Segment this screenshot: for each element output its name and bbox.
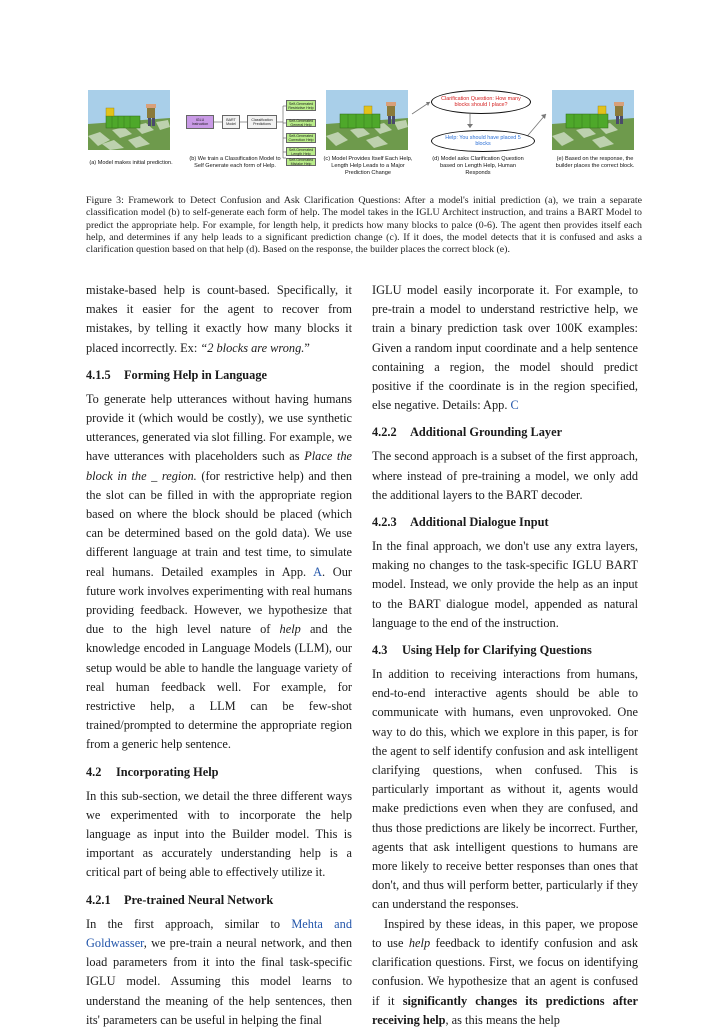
subcaption-b: (b) We train a Classification Model to Self Generate each form of Help.: [189, 156, 281, 169]
emphasis: help: [279, 622, 301, 637]
caption-text: Framework to Detect Confusion and Ask Clarification Questions: After a model's initial prediction (a), we train a separate classification model (b) to self-generate each form of help. The model takes in the IGLU Architect instruction, and trains a BART Model to predict the appropriate help. For example, for length help, it predicts how many blocks to palce (0-6). The agent then provides itself each help, and determines if any help leads to a significant prediction change (c). If it does, the model detects that it is confused and asks a clarification question based on that help (d). Based on the response, the builder places the correct block (e).: [86, 195, 642, 256]
citation-link[interactable]: Mehta and Goldwasser: [86, 916, 352, 950]
left-column: [86, 281, 352, 1030]
section-title: Incorporating Help: [116, 764, 219, 779]
section-heading-4-2-3: [372, 514, 638, 531]
section-heading-4-2: [86, 764, 352, 781]
text-run: Inspired by these ideas, in this paper, we propose to use: [372, 916, 638, 950]
bart-model-box: BART Model: [222, 115, 240, 129]
text-run: , we pre-train a neural network, and then load parameters from it into the final task-specific IGLU model. Assuming this model learns to understand the meaning of the help sentences, then its' parameters can be useful in helping the final: [86, 935, 352, 1027]
scene-correct-block: [552, 90, 634, 150]
classification-predictions-box: Classification Predictions: [247, 115, 277, 129]
scene-self-help: [326, 90, 408, 150]
minecraft-scene-image: [552, 90, 634, 150]
section-number: 4.2.3: [372, 515, 397, 530]
section-number: 4.2.1: [86, 892, 111, 907]
mistake-help-box: Self-Generated Mistake Help: [286, 158, 316, 166]
text-run: In the first approach, similar to: [86, 916, 292, 931]
general-help-box: Self-Generated General Help: [286, 119, 316, 127]
restrictive-help-box: Self-Generated Restrictive Help: [286, 100, 316, 111]
paragraph: [86, 915, 352, 1030]
text-run: (for restrictive help) and then the slot can be filled in with the appropriate region based on where the block should be placed (which can be determined based on the gold data). We use different language at train and test time, to simulate real humans. Detailed examples in App.: [86, 468, 352, 579]
correction-help-box: Self-Generated Correction Help: [286, 133, 316, 143]
paragraph: The second approach is a subset of the first approach, where instead of pre-training a model, we only add the additional layers to the BART decoder.: [372, 449, 638, 502]
section-number: 4.3: [372, 643, 388, 658]
text-run: . Our future work involves experimenting with real humans providing feedback. However, we hypothesize that due to the high level nature of: [86, 564, 352, 637]
figure-caption: [86, 195, 642, 256]
appendix-a-link[interactable]: A: [313, 564, 323, 579]
text-run: mistake-based help is count-based. Specifically, it makes it easier for the agent to recover from mistakes, by telling it exactly how many blocks it placed incorrectly. Ex:: [86, 283, 352, 355]
section-title: Using Help for Clarifying Questions: [402, 643, 592, 658]
text-run: , as this means the help: [445, 1012, 560, 1027]
example-quote: “2 blocks are wrong.: [200, 340, 305, 355]
text-run: ”: [304, 340, 310, 355]
section-number: 4.2: [86, 764, 102, 779]
section-heading-4-1-5: [86, 367, 352, 384]
paragraph: In the final approach, we don't use any extra layers, making no changes to the task-specific IGLU BART model. Instead, we only provide the help as an input to the BART dialogue model, appended as natural language to the end of the instruction.: [372, 539, 638, 630]
section-title: Forming Help in Language: [124, 367, 267, 382]
text-run: To generate help utterances without having humans provide it (which would be costly), we use synthetic utterances, generated via slot filling. For example, we have utterances with placeholders such as: [86, 391, 352, 464]
caption-label: Figure 3:: [86, 195, 124, 206]
text-run: feedback to identify confusion and ask clarification questions. First, we focus on identifying confusion. We hypothesize that an agent is confused if it: [372, 935, 638, 1008]
length-help-box: Self-Generated Length Help: [286, 147, 316, 156]
help-response-bubble: Help: You should have placed 5 blocks: [431, 130, 535, 152]
emphasis: help: [408, 935, 431, 950]
paragraph: [372, 281, 638, 415]
text-run: and the knowledge encoded in Language Models (LLM), our setup would be able to handle the language variety of real human feedback well. For example, for restrictive help, a LLM can be few-shot trained/prompted to determine the appropriate region from a generic help sentence.: [86, 622, 352, 752]
section-title: Additional Dialogue Input: [410, 515, 549, 530]
figure-3: [86, 84, 642, 190]
subcaption-c: (c) Model Provides Itself Each Help, Length Help Leads to a Major Prediction Change: [323, 156, 413, 176]
section-title: Pre-trained Neural Network: [124, 892, 274, 907]
subcaption-d: (d) Model asks Clarification Question based on Length Help, Human Responds: [432, 156, 524, 176]
clarification-question-bubble: Clarification Question: How many blocks should I place?: [431, 90, 531, 114]
subcaption-a: (a) Model makes initial prediction.: [89, 160, 173, 166]
iglu-instruction-box: IGLU Instruction: [186, 115, 214, 129]
section-heading-4-2-1: [86, 892, 352, 909]
section-heading-4-3: [372, 642, 638, 659]
paragraph: In this sub-section, we detail the three different ways we experimented with to incorporate the help language as input into the Builder model. This is important as accurately understanding help is a critical part of being able to effectively utilize it.: [86, 788, 352, 880]
subcaption-e: (e) Based on the response, the builder places the correct block.: [555, 156, 635, 169]
bold-phrase: significantly changes its predictions after receiving help: [372, 993, 638, 1027]
appendix-c-link[interactable]: C: [510, 398, 519, 413]
minecraft-scene-image: [326, 90, 408, 150]
paragraph: In addition to receiving interactions from humans, end-to-end interactive agents should be able to communicate with humans, even unprovoked. One way to do this, which we explore in this paper, is for the agent to self identify confusion and ask intelligent clarifying questions, when confused. This is particularly important as without it, agents would make predictions even when they are confused, and thus those predictions are likely be incorrect. Further, agents that ask intelligent questions to humans are more likely to receive better responses than ones that don't, and thus will perform better, particularly if they can understand the responses.: [372, 667, 638, 912]
section-number: 4.1.5: [86, 367, 111, 382]
right-column: [372, 281, 638, 1030]
paragraph: [372, 915, 638, 1030]
example-template: Place the block in the _ region.: [86, 449, 352, 483]
paragraph: [86, 390, 352, 755]
section-heading-4-2-2: [372, 424, 638, 441]
paragraph: [86, 281, 352, 358]
section-title: Additional Grounding Layer: [410, 425, 563, 440]
text-run: IGLU model easily incorporate it. For example, to pre-train a model to understand restrictive help, we train a binary prediction task over 100K examples: Given a random input coordinate and a help sentence containing a region, the model should predict positive if the coordinate is in the region specified, else negative. Details: App.: [372, 283, 638, 413]
section-number: 4.2.2: [372, 425, 397, 440]
